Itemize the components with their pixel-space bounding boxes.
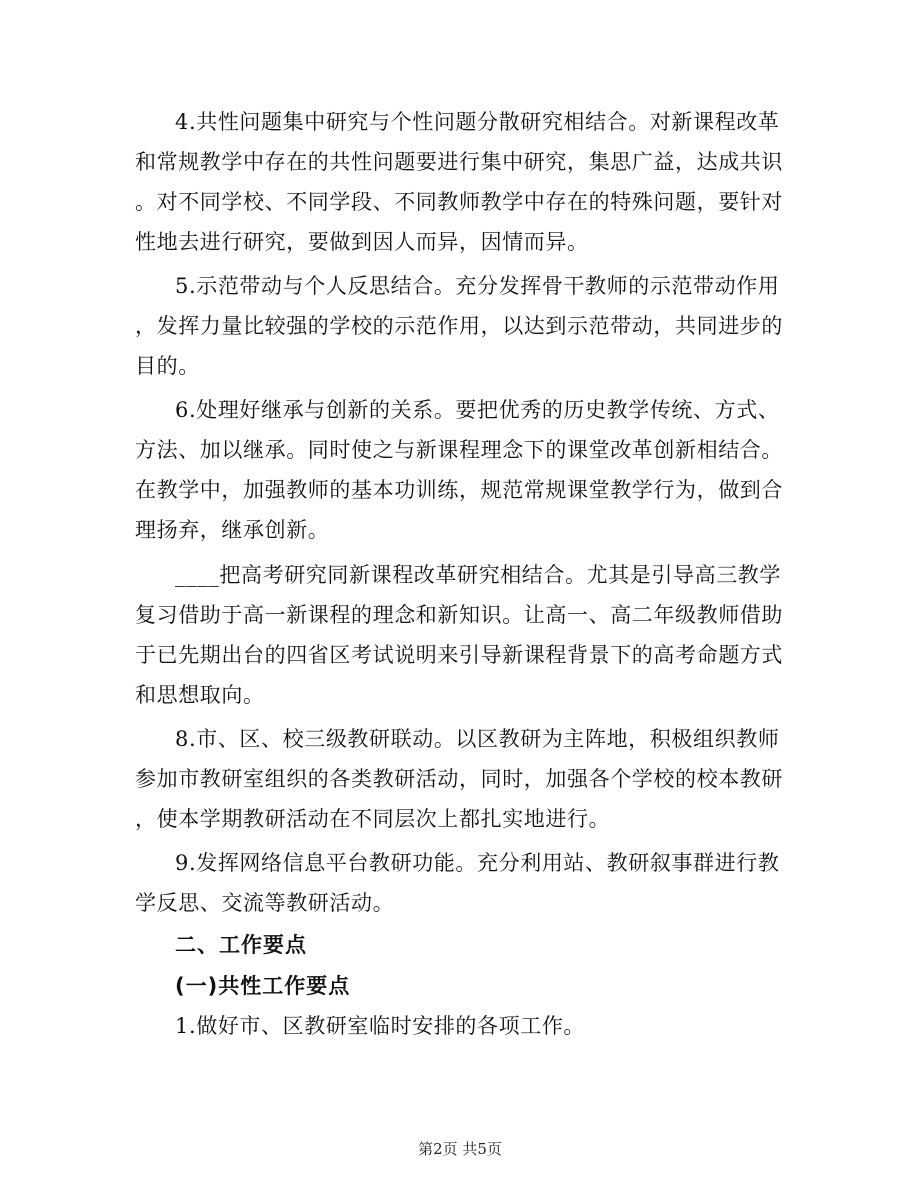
- list-item: [135, 1006, 787, 1046]
- paragraph-7: [135, 555, 787, 715]
- text-line: 在教学中，加强教师的基本功训练，规范常规课堂教学行为，做到合: [135, 478, 783, 502]
- text-line: ，使本学期教研活动在不同层次上都扎实地进行。: [135, 807, 611, 831]
- text-line: ____把高考研究同新课程改革研究相结合。尤其是引导高三教学: [175, 563, 781, 587]
- text-line: 9.发挥网络信息平台教研功能。充分利用站、教研叙事群进行教: [175, 851, 780, 875]
- paragraph-5: [135, 266, 787, 386]
- subsection-heading: (一)共性工作要点: [175, 974, 351, 998]
- text-line: 和思想取向。: [135, 683, 265, 707]
- text-line: 方法、加以继承。同时使之与新课程理念下的课堂改革创新相结合。: [135, 438, 783, 462]
- text-line: 于已先期出台的四省区考试说明来引导新课程背景下的高考命题方式: [135, 643, 783, 667]
- text-line: 性地去进行研究，要做到因人而异，因情而异。: [135, 230, 589, 254]
- text-line: 理扬弃，继承创新。: [135, 518, 330, 542]
- text-line: 4.共性问题集中研究与个性问题分散研究相结合。对新课程改革: [175, 110, 780, 134]
- text-line: 和常规教学中存在的共性问题要进行集中研究，集思广益，达成共识: [135, 150, 783, 174]
- text-line: 1.做好市、区教研室临时安排的各项工作。: [175, 1014, 586, 1038]
- text-line: 学反思、交流等教研活动。: [135, 891, 395, 915]
- text-line: 5.示范带动与个人反思结合。充分发挥骨干教师的示范带动作用: [175, 274, 780, 298]
- paragraph-4: [135, 102, 787, 262]
- page-number-footer: 第2页 共5页: [418, 1140, 502, 1158]
- text-line: 。对不同学校、不同学段、不同教师教学中存在的特殊问题，要针对: [135, 190, 783, 214]
- paragraph-6: [135, 390, 787, 550]
- text-line: 8.市、区、校三级教研联动。以区教研为主阵地，积极组织教师: [175, 727, 780, 751]
- section-heading: 二、工作要点: [175, 933, 307, 957]
- text-line: 6.处理好继承与创新的关系。要把优秀的历史教学传统、方式、: [175, 398, 780, 422]
- text-line: ，发挥力量比较强的学校的示范作用，以达到示范带动，共同进步的: [135, 314, 783, 338]
- text-line: 复习借助于高一新课程的理念和新知识。让高一、高二年级教师借助: [135, 603, 783, 627]
- paragraph-8: [135, 719, 787, 839]
- text-line: 参加市教研室组织的各类教研活动，同时，加强各个学校的校本教研: [135, 767, 783, 791]
- paragraph-9: [135, 843, 787, 923]
- text-line: 目的。: [135, 354, 200, 378]
